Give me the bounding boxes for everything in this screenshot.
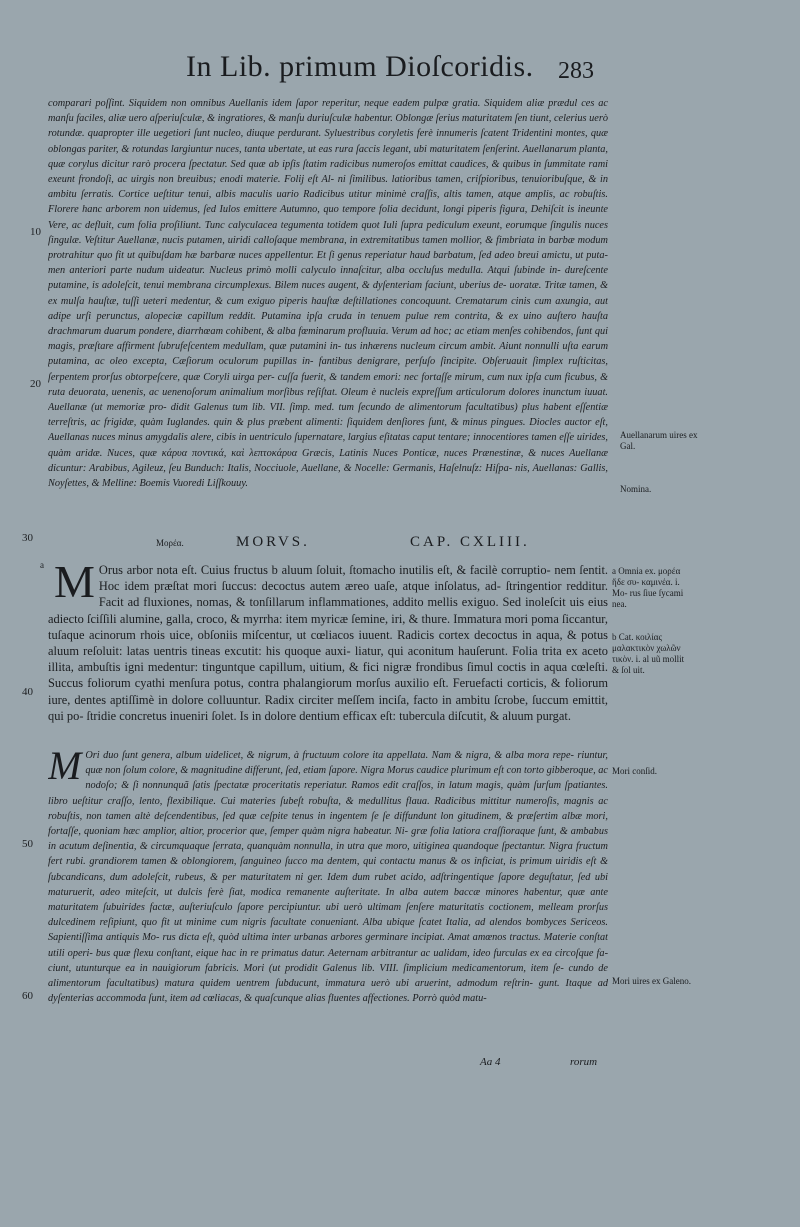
chapter-name: MORVS. (236, 534, 310, 550)
chapter-greek-name: Μορέα. (156, 538, 184, 548)
commentary-auellanae: comparari poſſint. Siquidem non omnibus Auellanis idem ſapor reperitur, neque eadem pulpæ gratia. Siquidem aliæ prædul ces ac manſu faciles, aliæ uero aſperiuſculæ, & ingratiores, & manſu duriuſculæ habentur. Oblongæ ſerius maturitatem ſen tiunt, celerius uerò rotundæ. quapropter ille uegetiori ſunt nucleo, diuque perdurant. Syluestribus coryletis ferè innumeris ſcatent Tridentini montes, quæ oblongas pariter, & rotundas largiuntur nuces, tanta ubertate, ut eas rura ſaccis legant, ubi maturitatem ſenſerint. Auellanarum planta, quæ corylus dicitur rarò procera ſpectatur. Sed quæ ab ipſis ſtatim radicibus numeroſos emittat caudices, & quibus in ſummitate rami exeunt frondoſi, ac uirgis non breuibus; enodi materie. Folij eſt Al- ni ſimilibus. latioribus tamen, criſpioribus, tenuioribuſque, & in ambitu ſerratis. Cortice ueſtitur tenui, albis maculis uario Radicibus utitur minimè craſſis, altis tamen, atque amplis, ac robuſtis. Florere hanc arborem non uidemus, ſed Iulos emittere Autumno, quo tempore folia decidunt, longi piperis figura, Dehiſcit is ineunte Vere, ac defluit, cum folia proſiliunt. Tunc calyculacea tegumenta totidem quot Iuli ſupra pediculum exeunt, eorumque ſingulis nuces ſingulæ. Veſtitur Auellanæ, nucis putamen, uiridi calloſaque membrana, in extremitatibus tamen mollior, & fimbriata in barbæ modum protrahitur quo fit ut quibuſdam hæ barbaræ nuces appellentur. Et ſi genus reperiatur haud barbatum, ſed adeo breui amictu, ut puta- men anteriori parte nudum uideatur. Nucleus primò molli calyculo innaſcitur, alba occluſus medulla. Atqui ſubinde in- dureſcente putamine, is adoleſcit, tenui membrana circumplexus. Bilem nuces augent, & dyſenteriam faciunt, uberius de- uoratæ. Tritæ tamen, & ex mulſa hauſtæ, tuſſi ueteri medentur, & cum exiguo piperis hauſtæ deſtillationes concoquunt. Crematarum cinis cum axungia, aut adipe urſi perunctus, alopeciæ capillum reddit. Putamina ipſa cruda in tenuem pulue rem contrita, & ex uino auſtero hauſta drachmarum duarum pondere, diarrhœam cohibent, & alba fœminarum profluuia. Verum ad hoc; ac etiam menſes cohibendos, ſunt qui magis, præſtare affirment ſubrufeſcentem medullam, quæ putamini in- tus inhærens nucleum circum ambit. Aiunt nonnulli uſta earum putamina, ac oleo excepta, Cæſiorum oculorum pupillas in- fantibus denigrare, perſuſo ſincipite. Obſeruauit ſimplex ruſticitas, ſerpentem prorſus obtorpeſcere, quæ Coryli uirga per- cuſſa fuerit, & tandem emori: nec fortaſſe mirum, cum nux ipſa cum ficubus, & ruta deuorata, uenenis, ac uenenoſorum animalium morſibus reſiſtat. Oleum è nucleis expreſſum articulorum dolores inunctum iuuat. Auellanæ (ut memoriæ pro- didit Galenus tum lib. VII. ſimp. med. tum ſecundo de alimentorum facultatibus) plus habent eſſentiæ terreſtris, ac frigidæ, quàm Iuglandes. quin & plus præbent alimenti: ſiquidem denſiores ſunt, & minus pingues. Diocles auctor eſt, Auellanas nuces minus amygdalis alere, cibis in uentriculo ſupernatare, largius eſitatas caput tentare; innocentiores tamen eſſe uirides, quàm aridæ. Nuces, quæ κάρυα ποντικά, καὶ λεπτοκάρυα Græcis, Latinis Nuces Ponticæ, nuces Prænestinæ, & nuces Auellanæ dicuntur: Arabibus, Agileuz, ſeu Bunduch: Italis, Nocciuole, Auellane, & Nocelle: Germanis, Haſelnuſz: Hiſpa- nis, Auellanas: Gallis, Noyſettes, & Melline: Boemis Vuoredi Liſſkouuy. (48, 98, 608, 490)
chapter-number: CAP. CXLIII. (410, 534, 530, 550)
margin-note-cat: b Cat. κοιλίας μαλακτικὸν χωλῶν τικὸν. i. al uũ mollit & ſol uit. (612, 632, 685, 675)
line-number-10: 10 (30, 226, 41, 238)
margin-note-nomina: Nomina. (620, 484, 652, 494)
commentary-text: Ori duo ſunt genera, album uidelicet, & nigrum, à fructuum colore ita appellata. Nam & nigra, & alba mora repe- riuntur, quæ non ſolum colore, & magnitudine differunt, ſed, etiam ſapore. Nigra Morus caudice plurimum eſt con torto gibberoque, ac nodoſo; & ſi nonnunquã ſatis ſpectatæ proceritatis reperiatur. Ramos edit craſſos, in latum magis, quàm ſurſum ſpatiantes. libro ueſtitur craſſo, lento, flexibilique. Cui materies ſubeſt robuſta, & medullitus flaua. Radicibus mittitur numeroſis, magnis ac robuſtis, non tamen altè deſcendentibus, ſed quæ ceſpite tenus in ingentem ſe ſe diffundunt lon gitudinem, & præſertim albæ mori, fortaſſe, quoniam hæc amplior, altior, procerior que, ſemper quàm nigra habeatur. Ni- græ folia latiora craſſioraque ſunt, & ambabus in acutum deſinentia, & circumquaque ſerrata, quanquàm nonnulla, in utra que moro, uitiginea quandoque ſpectantur. Nigra fructum fert rubi. grandiorem tamen & oblongiorem, ſanguineo ſucco ma dentem, qui contactu manus & os inficiat, is primum uiridis eſt & ſubcandicans, dum adoleſcit, rubeus, & per maturitatem ni ger. Idem dum rubet acido, adſtringentique ſapore deguſtatur, ſed ubi maturuerit, adeo miteſcit, ut dulcis ferè ſiat, modica remanente auſteritate. In alba autem baccæ minores habentur, quæ ante maturitatem ſubuirides factæ, auſteriuſculo ſapore percipiuntur. ubi uerò ultimam ſenſere maturitatis coctionem, melleam prorſus dulcedinem reſipiunt, quo fit ut minime cum nigris facultate conueniant. Alba ubique ſcatet Italia, ad alendos bombyces Sericeos. Sapientiſſima antiquis Mo- rus dicta eſt, quòd ultima inter urbanas arbores germinare incipiat. Amat amœnos tractus. Materie conſtat utili operi- bus quæ flexu conſtant, eique hac in re primatus datur. Aeternam arbitrantur ac ualidam, ideo furculas ex ea circoſque fa- ciunt, utunturque ea in nauigiorum fabricis. Mori (ut prodidit Galenus lib. VIII. ſimplicium medicamentorum, item ſe- cundo de alimentorum facultatibus) matura quidem uentrem ſubducunt, immatura uerò ubi aruerint, admodum reſtrin- gunt. Itaque ad dyſenterias accommoda ſunt, item ad cœliacas, & quaſcunque alias fluentes affectiones. Porrò quòd matu- (48, 750, 608, 1005)
line-number-20: 20 (30, 378, 41, 390)
page-number: 283 (558, 58, 594, 84)
margin-note-auellanarum: Auellanarum uires ex Gal. (620, 430, 698, 451)
line-number-40: 40 (22, 686, 33, 698)
main-text: Orus arbor nota eſt. Cuius fructus b aluum ſoluit, ſtomacho inutilis eſt, & facilè corruptio- nem ſentit. Hoc idem præſtat mori ſuccus: decoctus autem æreo uaſe, atque inſolatus, ad- ſtringentior redditur. Facit ad fluxiones, nomas, & tonſillarum inflammationes, addito mellis exiguo. Sed inoleſcit uis eius adiecto ſciſſili alumine, galla, croco, & myrrha: item myricæ ſemine, iri, & thure. Immatura mori poma ſiccantur, tuſaque acinorum rhois uice, obſoniis miſcentur, ut cœliacos iuuent. Radicis cortex decoctus in aqua, & potus aluum reſoluit: latas uentris tineas excutit: his quoque auxi- liatur, qui aconitum hauſerunt. Folia trita ex aceto illita, ambuſtis igni medentur: tinguntque capillum, uitium, & fici nigræ frondibus ſimul coctis in aqua cœleſti. Succus foliorum cyathi menſura potus, contra phalangiorum morſus auxilio eſt. Feruefacti corticis, & foliorum iure, dentes aptiſſimè in dolore colluuntur. Radix circiter meſſem inciſa, facto in ambitu ſcrobe, ſuccum emittit, qui po- ſtridie concretus inueniri ſolet. Is in dolore dentium efficax eſt: tubercula diſcutit, & aluum purgat. (48, 563, 608, 723)
margin-note-mori-uires: Mori uires ex Galeno. (612, 976, 691, 986)
line-number-60: 60 (22, 990, 33, 1002)
dioscorides-text-morus (48, 562, 608, 738)
commentary-morus (48, 748, 608, 1048)
running-header (0, 44, 800, 96)
margin-note-mori-consid: Mori conſid. (612, 766, 657, 776)
page-title: In Lib. primum Dioſcoridis. (186, 50, 534, 83)
line-number-50: 50 (22, 838, 33, 850)
drop-capital: M (48, 748, 82, 788)
chapter-heading (0, 532, 800, 556)
catchword: rorum (570, 1056, 598, 1068)
signature-mark: Aa 4 (480, 1056, 501, 1068)
drop-capital: M (54, 562, 95, 607)
line-number-30: 30 (22, 532, 33, 544)
margin-note-omnia: a Omnia ex. μορέα ἥδε συ- καμινέα. i. Mo- rus ſiue ſycami nea. (612, 566, 684, 609)
footnote-marker-a: a (40, 560, 44, 570)
